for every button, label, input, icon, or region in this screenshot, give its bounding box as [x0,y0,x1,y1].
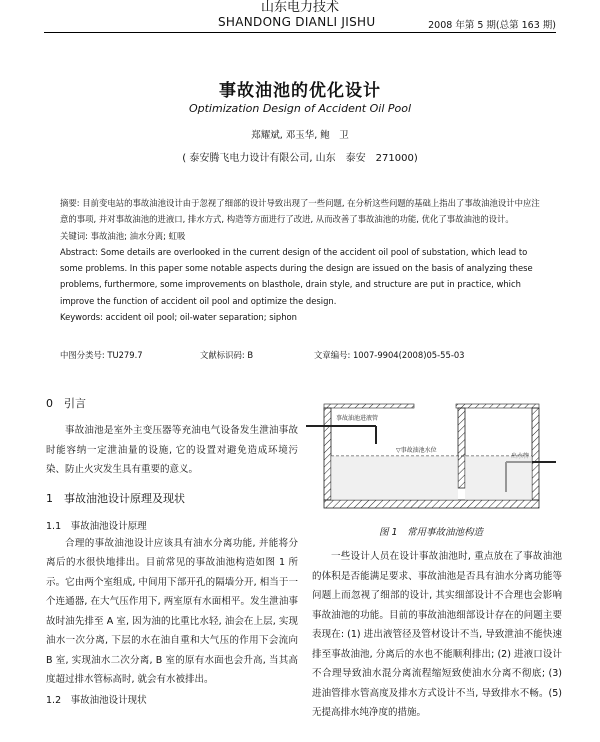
top-slab-left [324,404,414,408]
abstract-en: Abstract: Some details are overlooked in the current design of the accident oil pool of substation, which lead to some problems. In this paper some notable aspects during the design are issued on the basis of analyzing these problems, furthermore, some improvements on blasthole, drain style, and structure are put in practice, which improve the function of accident oil pool and optimize the design. [60,246,533,306]
journal-title-en: SHANDONG DIANLI JISHU [218,15,376,29]
right-column-text: 一些设计人员在设计事故油池时, 重点放在了事故油池的体积是否能满足要求、事故油池是否具有油水分离功能等问题上而忽视了细部的设计, 其实细部设计不合理也会影响事故油池的功能。目前的事故油池细部设计存在的问题主要表现在: (1) 进出液管径及管材设计不当, 导致泄油不能快速排至事故油池, 分离后的水也不能顺利排出; (2) 进液口设计不合理导致油水混分离流程缩短致使油水分离不彻底; (3) 进油管排水管高度及排水方式设计不当, 导致排水不畅。(5) 无提高排水纯净度的措施。 [312,551,562,718]
journal-title-cn: 山东电力技术 [260,0,339,15]
affiliation: ( 泰安腾飞电力设计有限公司, 山东 泰安 271000) [182,153,418,164]
clc-number: 中图分类号: TU279.7 [60,350,143,360]
keywords-en: Keywords: accident oil pool; oil-water separation; siphon [60,312,297,323]
section-1-heading: 1 事故油池设计原理及现状 [46,491,185,505]
paper-title-cn: 事故油池的优化设计 [219,81,381,101]
keywords-cn: 关键词: 事故油池; 油水分离; 虹吸 [60,230,186,241]
figure-1 [306,400,556,516]
article-number: 文章编号: 1007-9904(2008)05-55-03 [314,350,465,360]
oil-pool-diagram [306,400,556,516]
abstract-cn: 摘要: 目前变电站的事故油池设计由于忽视了细部的设计导致出现了一些问题, 在分析这些问题的基础上指出了事故油池设计中应注意的事项, 并对事故油池的进液口, 排水方式, 构造等方面进行了改进, 从而改善了事故油池的功能, 优化了事故油池的设计。 [60,198,540,225]
document-code: 文献标识码: B [200,350,254,360]
authors: 郑耀斌, 邓玉华, 鲍 卫 [251,130,349,141]
partition-wall [458,408,465,488]
paper-title-en: Optimization Design of Accident Oil Pool [188,102,412,115]
inlet-label: 事故油池进液管 [336,415,379,422]
subsection-1-1-text: 合理的事故油池设计应该具有油水分离功能, 并能将分离后的水很快地排出。目前常见的事故油池构造如图 1 所示。它由两个室组成, 中间用下部开孔的隔墙分开, 相当于一个连通器, 在大气压作用下, 两室原有水面相平。发生泄油事故时油先排至 A 室, 因为油的比重比水轻, 油会在上层, 实现油水一次分离, 下层的水在油自重和大气压的作用下会流向 B 室, 实现油水二次分离, B 室的原有水面也会升高, 当其高度超过排水管标高时, 就会有水被排出。 [46,537,298,685]
top-slab-right [456,404,539,408]
right-column [312,547,562,723]
section-0-heading: 0 引言 [46,397,86,410]
subsection-1-2-heading: 1.2 事故油池设计现状 [46,694,147,706]
water-level-label: ▽事故油池水位 [396,447,437,454]
floor-slab [324,500,539,508]
section-0-text: 事故油池是室外主变压器等充油电气设备发生泄油事故时能容纳一定泄油量的设施, 它的设置对避免造成环境污染、防止火灾发生具有重要的意义。 [46,425,298,475]
figure-1-caption: 图 1 常用事故油池构造 [378,527,484,538]
subsection-1-1-heading: 1.1 事故油池设计原理 [46,520,147,532]
left-column [46,395,298,706]
left-wall [324,408,331,500]
header-rule [44,32,556,33]
abstract-block [60,195,546,325]
issue-info: 2008 年第 5 期(总第 163 期) [428,20,556,31]
right-wall [532,408,539,500]
